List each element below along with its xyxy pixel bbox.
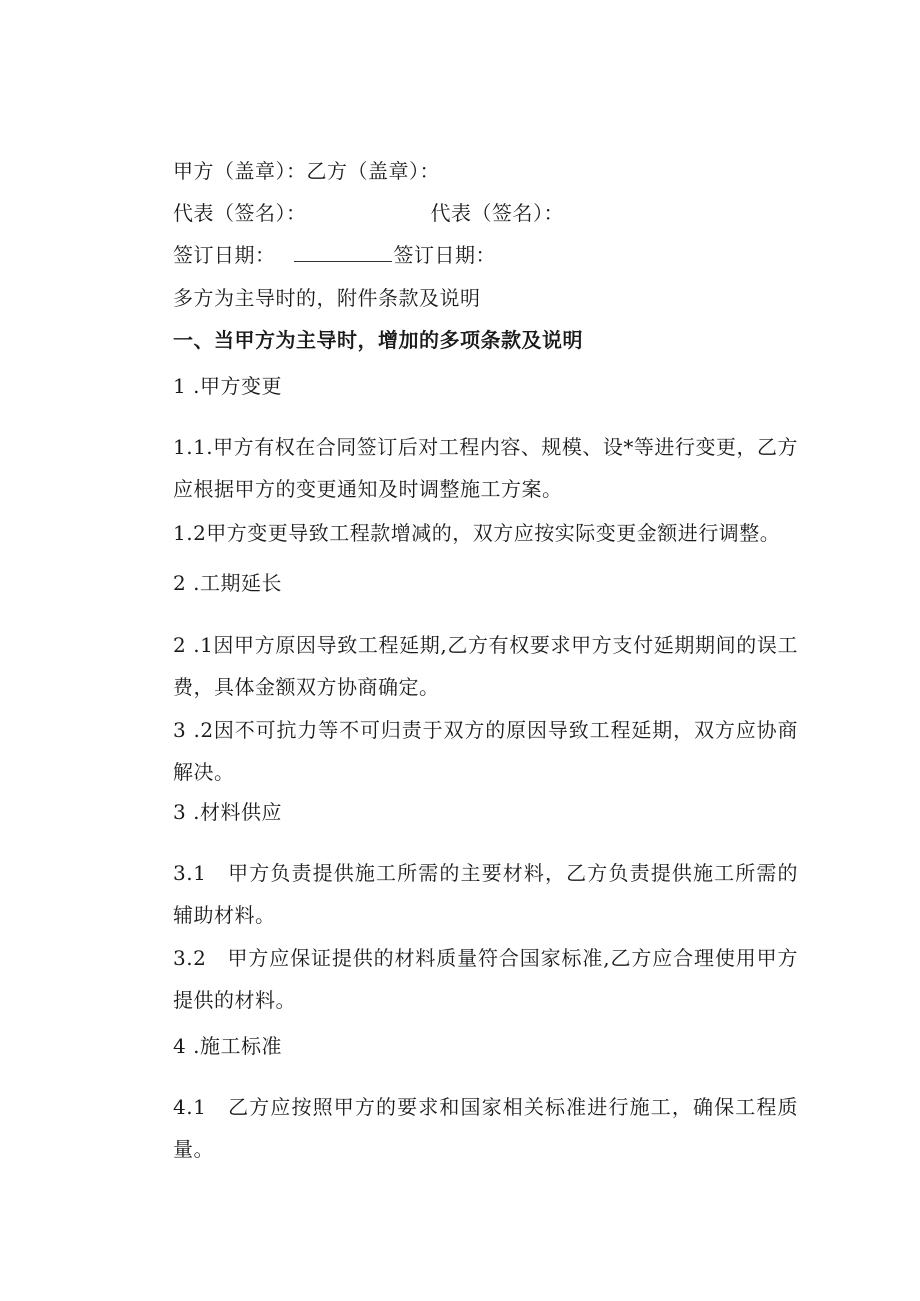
date-a-label: 签订日期： [173, 243, 276, 267]
signature-date-line [173, 241, 496, 269]
clause-2-2: 3 .2因不可抗力等不可归责于双方的原因导致工程延期，双方应协商解决。 [173, 718, 798, 784]
clause-4-1: 4.1 乙方应按照甲方的要求和国家相关标准进行施工，确保工程质量。 [173, 1095, 798, 1161]
clause-heading-3: 3 .材料供应 [173, 800, 282, 824]
signature-representative-line [173, 199, 564, 227]
clause-heading-1: 1 .甲方变更 [173, 374, 282, 398]
clause-3-1: 3.1 甲方负责提供施工所需的主要材料，乙方负责提供施工所需的辅助材料。 [173, 861, 798, 927]
clause-1-1: 1.1.甲方有权在合同签订后对工程内容、规模、设*等进行变更，乙方应根据甲方的变更通知及时调整施工方案。 [173, 435, 798, 501]
section-one-heading: 一、当甲方为主导时，增加的多项条款及说明 [173, 328, 583, 352]
date-b-label: 签订日期： [393, 243, 496, 267]
appendix-title: 多方为主导时的，附件条款及说明 [173, 286, 481, 310]
representative-b-label: 代表（签名）： [430, 201, 564, 225]
date-blank-field [294, 241, 392, 262]
signature-party-line [173, 157, 440, 185]
clause-heading-4: 4 .施工标准 [173, 1034, 282, 1058]
clause-3-2: 3.2 甲方应保证提供的材料质量符合国家标准,乙方应合理使用甲方提供的材料。 [173, 946, 798, 1012]
representative-a-label: 代表（签名）： [173, 201, 307, 225]
clause-heading-2: 2 .工期延长 [173, 571, 282, 595]
clause-1-2: 1.2甲方变更导致工程款增减的，双方应按实际变更金额进行调整。 [173, 521, 781, 545]
clause-2-1: 2 .1因甲方原因导致工程延期,乙方有权要求甲方支付延期期间的误工费，具体金额双方协商确定。 [173, 633, 798, 699]
party-seal-text: 甲方（盖章）：乙方（盖章）： [173, 159, 440, 183]
